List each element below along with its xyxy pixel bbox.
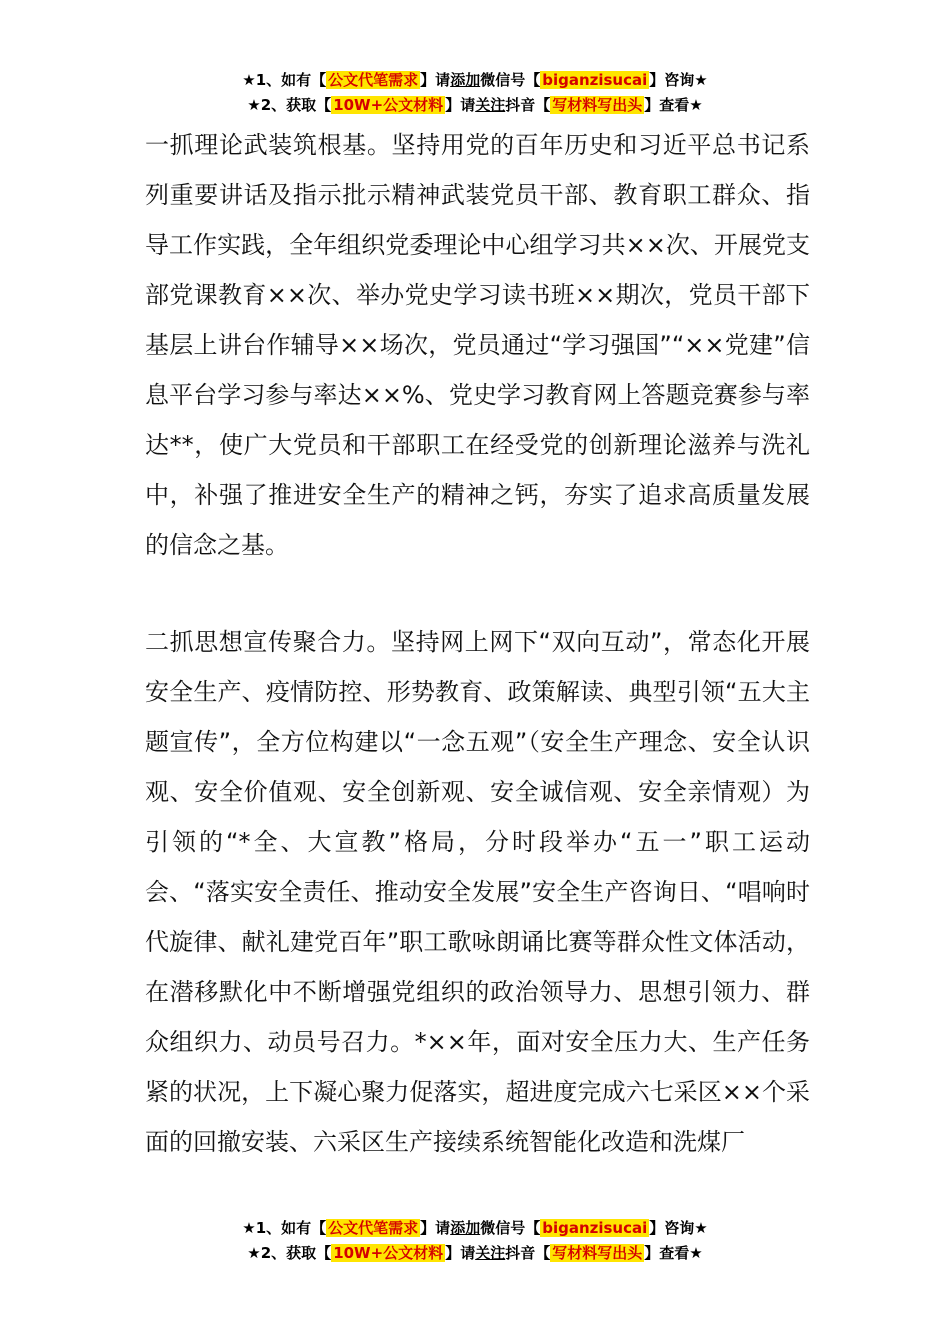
banner-text: 微信号【 bbox=[480, 1219, 541, 1237]
banner-highlight: 公文代笔需求 bbox=[328, 1219, 419, 1237]
banner-text: 抖音【 bbox=[505, 1244, 551, 1262]
banner-underline: 关注 bbox=[475, 1244, 506, 1262]
banner-text: 微信号【 bbox=[480, 71, 541, 89]
paragraph-text: 二抓思想宣传聚合力。坚持网上网下“双向互动”，常态化开展安全生产、疫情防控、形势教育、政策解读、典型引领“五大主题宣传”，全方位构建以“一念五观”（安全生产理念、安全认识观、安全价值观、安全创新观、安全诚信观、安全亲情观）为引领的“*全、大宣教”格局，分时段举办“五一”职工运动会、“落实安全责任、推动安全发展”安全生产咨询日、“唱响时代旋律、献礼建党百年”职工歌咏朗诵比赛等群众性文体活动，在潜移默化中不断增强党组织的政治领导力、思想引领力、群众组织力、动员号召力。*××年，面对安全压力大、生产任务紧的状况，上下凝心聚力促落实，超进度完成六七采区××个采面的回撤安装、六采区生产接续系统智能化改造和洗煤厂 bbox=[145, 628, 810, 1156]
paragraph-text: 一抓理论武装筑根基。坚持用党的百年历史和习近平总书记系列重要讲话及指示批示精神武装党员干部、教育职工群众、指导工作实践，全年组织党委理论中心组学习共××次、开展党支部党课教育××次、举办党史学习读书班××期次，党员干部下基层上讲台作辅导××场次，党员通过“学习强国”“××党建”信息平台学习参与率达××%、党史学习教育网上答题竞赛参与率达**，使广大党员和干部职工在经受党的创新理论滋养与洗礼中，补强了推进安全生产的精神之钙，夯实了追求高质量发展的信念之基。 bbox=[145, 131, 810, 559]
banner-text: 抖音【 bbox=[505, 96, 551, 114]
banner-text: ★1、如有【 bbox=[242, 1219, 327, 1237]
banner-text: 】咨询★ bbox=[649, 1219, 708, 1237]
banner-underline: 添加 bbox=[450, 1219, 481, 1237]
banner-text: 】咨询★ bbox=[649, 71, 708, 89]
banner-highlight: biganzisucai bbox=[542, 1219, 648, 1237]
banner-highlight: 10W+公文材料 bbox=[333, 1244, 444, 1262]
banner-text: 】查看★ bbox=[644, 96, 703, 114]
banner-highlight: 公文代笔需求 bbox=[328, 71, 419, 89]
banner-line-2 bbox=[0, 1241, 950, 1266]
banner-line-1 bbox=[0, 1216, 950, 1241]
banner-highlight: 写材料写出头 bbox=[552, 1244, 643, 1262]
banner-line-1 bbox=[0, 68, 950, 93]
banner-text: 】查看★ bbox=[644, 1244, 703, 1262]
paragraph-1 bbox=[145, 120, 810, 570]
banner-text: 】请 bbox=[420, 1219, 451, 1237]
paragraph-2 bbox=[145, 617, 810, 1167]
banner-text: 】请 bbox=[445, 96, 476, 114]
banner-highlight: 写材料写出头 bbox=[552, 96, 643, 114]
banner-underline: 关注 bbox=[475, 96, 506, 114]
banner-underline: 添加 bbox=[450, 71, 481, 89]
banner-line-2 bbox=[0, 93, 950, 118]
header-banner bbox=[0, 68, 950, 118]
banner-text: 】请 bbox=[445, 1244, 476, 1262]
banner-text: ★1、如有【 bbox=[242, 71, 327, 89]
banner-text: ★2、获取【 bbox=[247, 96, 332, 114]
banner-highlight: 10W+公文材料 bbox=[333, 96, 444, 114]
footer-banner bbox=[0, 1216, 950, 1266]
banner-text: ★2、获取【 bbox=[247, 1244, 332, 1262]
banner-text: 】请 bbox=[420, 71, 451, 89]
banner-highlight: biganzisucai bbox=[542, 71, 648, 89]
